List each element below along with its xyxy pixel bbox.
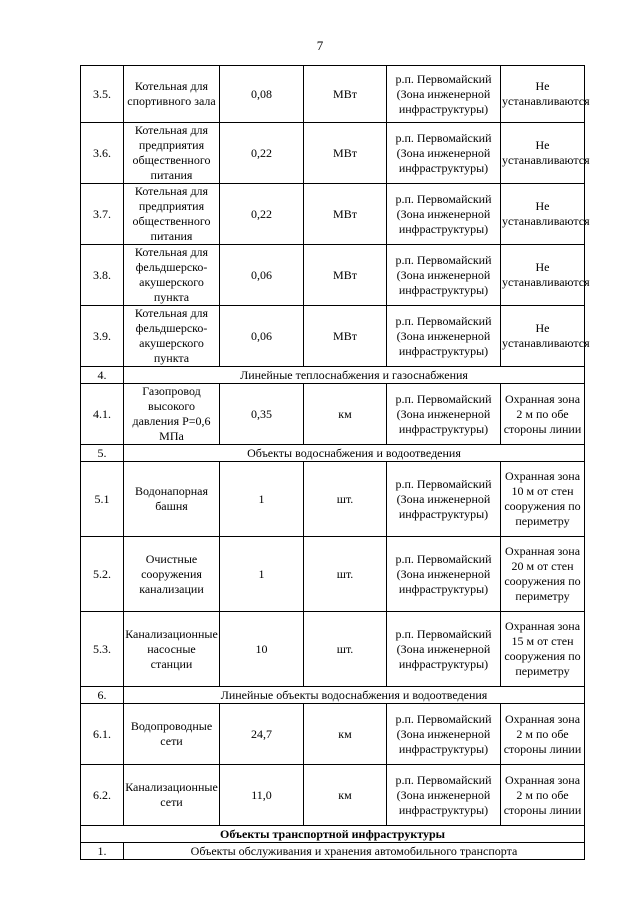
row-number: 5.1 — [81, 462, 124, 537]
object-unit: шт. — [304, 612, 387, 687]
section-row — [81, 445, 585, 462]
row-number: 5.3. — [81, 612, 124, 687]
row-number: 6.2. — [81, 765, 124, 826]
protection-zone: Не устанавливаются — [501, 123, 585, 184]
object-location: р.п. Первомайский (Зона инженерной инфраструктуры) — [387, 245, 501, 306]
object-unit: МВт — [304, 184, 387, 245]
object-value: 0,08 — [220, 66, 304, 123]
object-value: 0,06 — [220, 306, 304, 367]
protection-zone: Охранная зона 2 м по обе стороны линии — [501, 704, 585, 765]
object-name: Водопроводные сети — [124, 704, 220, 765]
infrastructure-table — [80, 65, 590, 860]
object-name: Котельная для фельдшерско-акушерского пункта — [124, 306, 220, 367]
object-unit: МВт — [304, 306, 387, 367]
object-name: Очистные сооружения канализации — [124, 537, 220, 612]
object-name: Котельная для предприятия общественного питания — [124, 184, 220, 245]
section-title: Линейные объекты водоснабжения и водоотведения — [124, 687, 585, 704]
object-name: Водонапорная башня — [124, 462, 220, 537]
object-value: 0,22 — [220, 123, 304, 184]
table-body — [81, 66, 590, 860]
section-number: 1. — [81, 843, 124, 860]
object-unit: шт. — [304, 537, 387, 612]
object-value: 0,35 — [220, 384, 304, 445]
protection-zone: Охранная зона 15 м от стен сооружения по периметру — [501, 612, 585, 687]
object-value: 1 — [220, 462, 304, 537]
object-name: Канализационные насосные станции — [124, 612, 220, 687]
section-number: 5. — [81, 445, 124, 462]
object-name: Канализационные сети — [124, 765, 220, 826]
row-number: 3.5. — [81, 66, 124, 123]
section-title: Линейные теплоснабжения и газоснабжения — [124, 367, 585, 384]
object-location: р.п. Первомайский (Зона инженерной инфраструктуры) — [387, 765, 501, 826]
object-unit: км — [304, 765, 387, 826]
object-value: 0,06 — [220, 245, 304, 306]
protection-zone: Не устанавливаются — [501, 306, 585, 367]
protection-zone: Не устанавливаются — [501, 184, 585, 245]
object-unit: км — [304, 704, 387, 765]
object-location: р.п. Первомайский (Зона инженерной инфраструктуры) — [387, 537, 501, 612]
table-row — [81, 245, 585, 306]
object-unit: км — [304, 384, 387, 445]
table-row — [81, 184, 585, 245]
object-unit: МВт — [304, 123, 387, 184]
row-number: 3.8. — [81, 245, 124, 306]
protection-zone: Не устанавливаются — [501, 245, 585, 306]
object-name: Газопровод высокого давления P=0,6 МПа — [124, 384, 220, 445]
table-row — [81, 66, 585, 123]
table-row — [81, 612, 585, 687]
object-location: р.п. Первомайский (Зона инженерной инфраструктуры) — [387, 66, 501, 123]
object-name: Котельная для фельдшерско-акушерского пункта — [124, 245, 220, 306]
object-location: р.п. Первомайский (Зона инженерной инфраструктуры) — [387, 462, 501, 537]
row-number: 5.2. — [81, 537, 124, 612]
row-number: 3.7. — [81, 184, 124, 245]
protection-zone: Не устанавливаются — [501, 66, 585, 123]
row-number: 6.1. — [81, 704, 124, 765]
section-number: 6. — [81, 687, 124, 704]
object-value: 11,0 — [220, 765, 304, 826]
table-row — [81, 765, 585, 826]
object-unit: шт. — [304, 462, 387, 537]
object-value: 0,22 — [220, 184, 304, 245]
row-number: 3.6. — [81, 123, 124, 184]
table-row — [81, 462, 585, 537]
table-row — [81, 123, 585, 184]
section-row — [81, 687, 585, 704]
page-number: 7 — [316, 38, 324, 53]
heading-row — [81, 826, 585, 843]
object-unit: МВт — [304, 245, 387, 306]
section-number: 4. — [81, 367, 124, 384]
table-row — [81, 537, 585, 612]
section-row — [81, 843, 585, 860]
object-unit: МВт — [304, 66, 387, 123]
protection-zone: Охранная зона 2 м по обе стороны линии — [501, 765, 585, 826]
object-location: р.п. Первомайский (Зона инженерной инфраструктуры) — [387, 123, 501, 184]
object-location: р.п. Первомайский (Зона инженерной инфраструктуры) — [387, 612, 501, 687]
protection-zone: Охранная зона 10 м от стен сооружения по периметру — [501, 462, 585, 537]
protection-zone: Охранная зона 2 м по обе стороны линии — [501, 384, 585, 445]
object-value: 1 — [220, 537, 304, 612]
object-name: Котельная для спортивного зала — [124, 66, 220, 123]
section-title: Объекты обслуживания и хранения автомобильного транспорта — [124, 843, 585, 860]
object-value: 24,7 — [220, 704, 304, 765]
table-row — [81, 306, 585, 367]
object-location: р.п. Первомайский (Зона инженерной инфраструктуры) — [387, 306, 501, 367]
object-location: р.п. Первомайский (Зона инженерной инфраструктуры) — [387, 704, 501, 765]
section-row — [81, 367, 585, 384]
heading-title: Объекты транспортной инфраструктуры — [81, 826, 585, 843]
object-value: 10 — [220, 612, 304, 687]
section-title: Объекты водоснабжения и водоотведения — [124, 445, 585, 462]
object-name: Котельная для предприятия общественного питания — [124, 123, 220, 184]
object-location: р.п. Первомайский (Зона инженерной инфраструктуры) — [387, 184, 501, 245]
protection-zone: Охранная зона 20 м от стен сооружения по периметру — [501, 537, 585, 612]
row-number: 3.9. — [81, 306, 124, 367]
table-row — [81, 704, 585, 765]
row-number: 4.1. — [81, 384, 124, 445]
object-location: р.п. Первомайский (Зона инженерной инфраструктуры) — [387, 384, 501, 445]
table-row — [81, 384, 585, 445]
